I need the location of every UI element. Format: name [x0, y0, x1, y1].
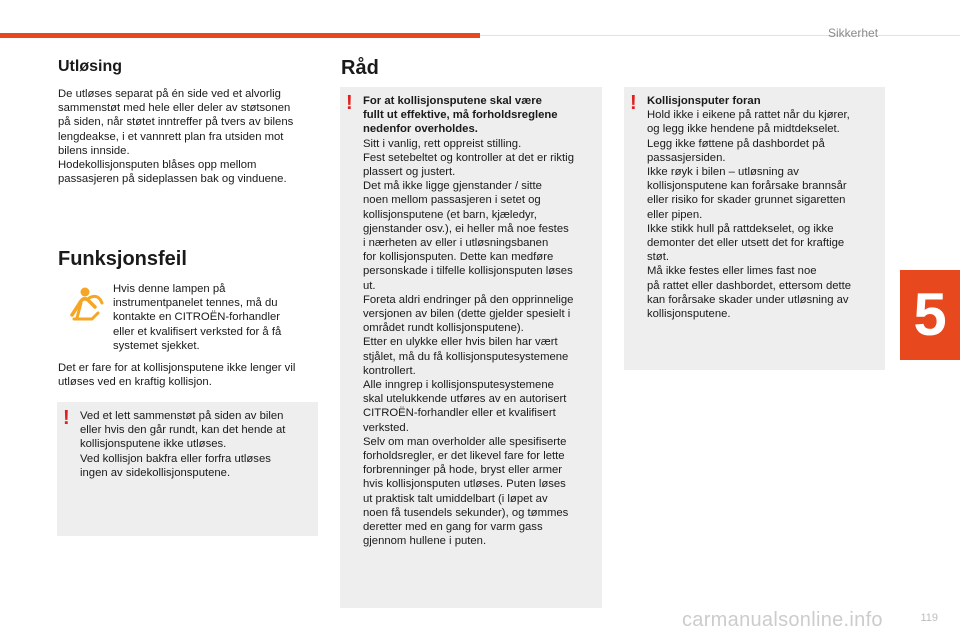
- raad-warning-box-1: [340, 87, 602, 608]
- funksjonsfeil-warning-text: Ved et lett sammenstøt på siden av bilen eller hvis den går rundt, kan det hende at kollisjonsputene ikke utløses. Ved kollisjon bakfra eller forfra utløses ingen av sidekollisjonsputene.: [80, 410, 286, 479]
- raad-box1-heading: For at kollisjonsputene skal være fullt ut effektive, må forholdsreglene nedenfor overholdes.: [363, 95, 558, 136]
- header-accent-bar: [0, 33, 480, 38]
- funksjonsfeil-body: Det er fare for at kollisjonsputene ikke lenger vil utløses ved en kraftig kollisjon.: [58, 362, 296, 389]
- heading-raad: Råd: [341, 57, 379, 79]
- raad-box1-body: Sitt i vanlig, rett oppreist stilling. Fest setebeltet og kontroller at det er riktig plassert og justert. Det må ikke ligge gjenstander / sitte noen mellom passasjeren i setet og kollisjonsputene (et barn, kjæledyr, gjenstander osv.), ei heller må noe festes i nærheten av eller i utløsningsbanen for kollisjonsputen. Dette kan medføre personskade i tilfelle kollisjonsputen løses ut. Foreta aldri endringer på den opprinnelige versjonen av bilen (dette gjelder spesielt i området rundt kollisjonsputene). Etter en ulykke eller hvis bilen har vært stjålet, må du få kollisjonsputesystemene kontrollert. Alle inngrep i kollisjonsputesystemene skal utelukkende utføres av en autorisert CITROËN-forhandler eller et kvalifisert verksted. Selv om man overholder alle spesifiserte forholdsregler, er det likevel fare for lette forbrenninger på hode, bryst eller armer hvis kollisjonsputen utløses. Puten løses ut praktisk talt umiddelbart (i løpet av noen få tusendels sekunder), og tømmes deretter med en gang for varm gass gjennom hullene i puten.: [363, 137, 574, 548]
- watermark: carmanualsonline.info: [682, 609, 883, 631]
- warning-icon: !: [346, 92, 353, 114]
- airbag-warning-lamp-icon: [68, 285, 106, 323]
- heading-utloesing: Utløsing: [58, 58, 122, 75]
- warning-icon: !: [63, 407, 70, 429]
- section-label: Sikkerhet: [828, 26, 879, 40]
- chapter-tab: 5: [900, 270, 960, 360]
- raad-warning-box-2: [624, 87, 885, 370]
- heading-funksjonsfeil: Funksjonsfeil: [58, 248, 187, 270]
- warning-icon: !: [630, 92, 637, 114]
- page-number: 119: [920, 612, 938, 624]
- funksjonsfeil-lamp-text: Hvis denne lampen på instrumentpanelet tennes, må du kontakte en CITROËN-forhandler eller et kvalifisert verksted for å få systemet sjekket.: [113, 283, 282, 352]
- header-rule: [480, 35, 960, 36]
- raad-box2-body: Hold ikke i eikene på rattet når du kjører, og legg ikke hendene på midtdekselet. Legg ikke føttene på dashbordet på passasjersiden. Ikke røyk i bilen – utløsning av kollisjonsputene kan forårsake brannsår eller risiko for skader grunnet sigaretten eller pipen. Ikke stikk hull på rattdekselet, og ikke demonter det eller utsett det for kraftige støt. Må ikke festes eller limes fast noe på rattet eller dashbordet, ettersom dette kan forårsake skader under utløsning av kollisjonsputene.: [647, 109, 852, 321]
- raad-box2-heading: Kollisjonsputer foran: [647, 95, 761, 107]
- utloesing-body: De utløses separat på én side ved et alvorlig sammenstøt med hele eller deler av støtsonen på siden, når støtet inntreffer på tvers av bilens lengdeakse, i et vannrett plan fra utsiden mot bilens innside. Hodekollisjonsputen blåses opp mellom passasjeren på sideplassen bak og vinduene.: [58, 88, 294, 186]
- funksjonsfeil-warning-box: [57, 402, 318, 536]
